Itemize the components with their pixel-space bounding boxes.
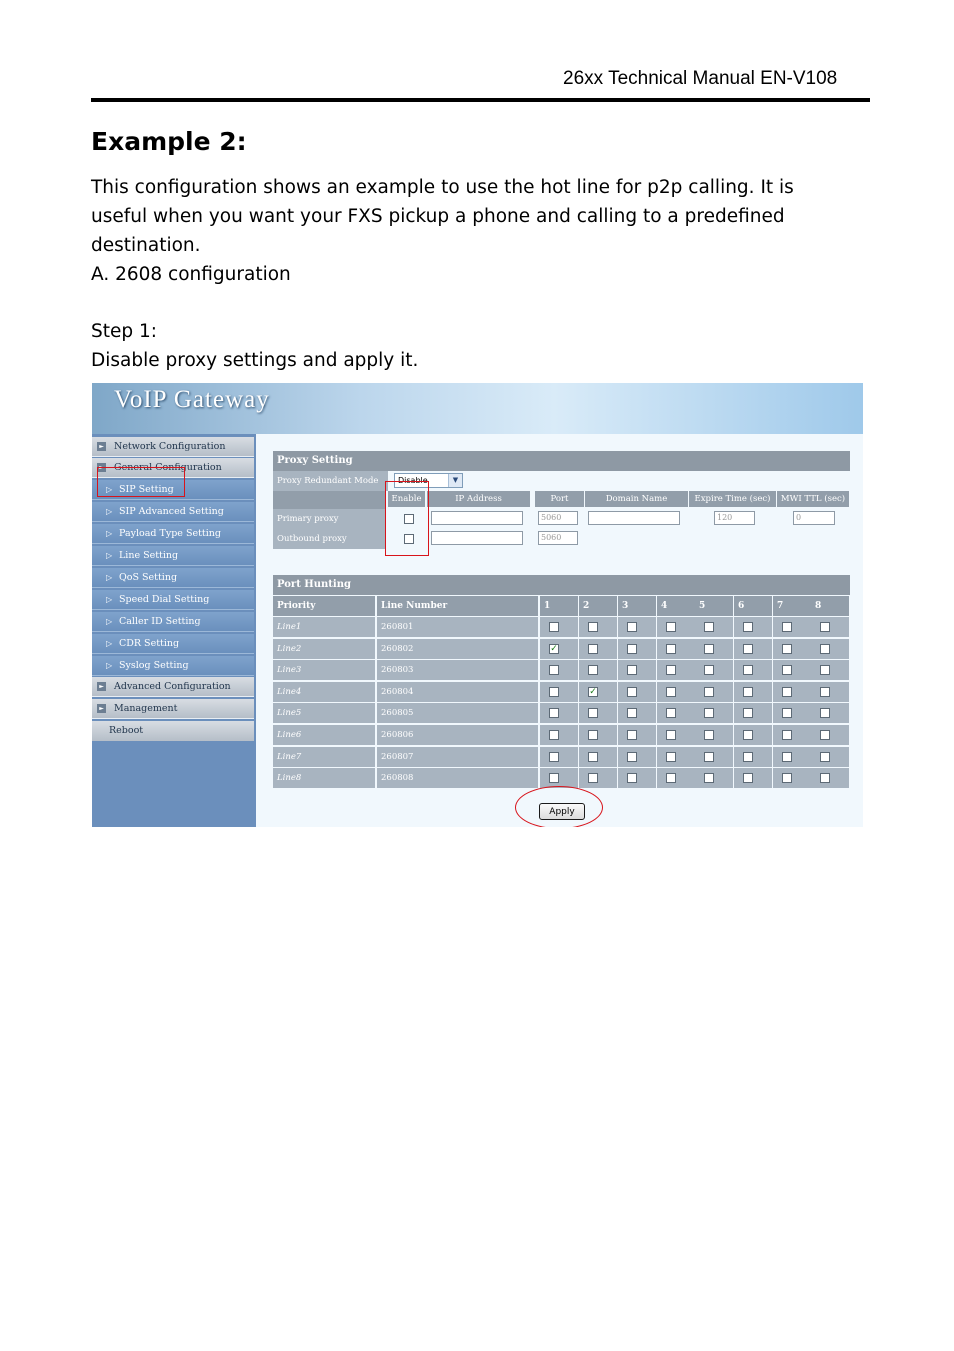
hunting-cell-5-4 — [695, 725, 733, 745]
hunting-cell-4-2 — [618, 703, 656, 723]
hunting-number-4: 260805 — [377, 703, 538, 723]
hunting-cell-7-7 — [811, 768, 849, 788]
hunting-checkbox-1-3[interactable] — [666, 644, 676, 654]
hunting-cell-5-6 — [773, 725, 811, 745]
hunting-checkbox-7-7[interactable] — [820, 773, 830, 783]
hunting-cell-6-6 — [773, 747, 811, 767]
proxy-mwi-input-0[interactable]: 0 — [793, 511, 835, 525]
hunting-checkbox-3-5[interactable] — [743, 687, 753, 697]
hunting-checkbox-5-5[interactable] — [743, 730, 753, 740]
section-heading: A. 2608 configuration — [91, 264, 291, 285]
hunting-checkbox-2-1[interactable] — [588, 665, 598, 675]
hunting-col-line: Line Number — [377, 596, 538, 616]
sidebar-item-9[interactable]: ▷ CDR Setting — [92, 634, 254, 654]
hunting-checkbox-5-0[interactable] — [549, 730, 559, 740]
hunting-checkbox-6-7[interactable] — [820, 752, 830, 762]
hunting-cell-0-4 — [695, 617, 733, 637]
hunting-number-7: 260808 — [377, 768, 538, 788]
step-text: Disable proxy settings and apply it. — [91, 350, 419, 371]
gateway-screenshot — [92, 383, 863, 827]
hunting-cell-6-0 — [540, 747, 578, 767]
hunting-checkbox-2-2[interactable] — [627, 665, 637, 675]
hunting-port-col-7: 8 — [811, 596, 849, 616]
hunting-col-priority: Priority — [273, 596, 375, 616]
hunting-checkbox-4-3[interactable] — [666, 708, 676, 718]
hunting-checkbox-0-1[interactable] — [588, 622, 598, 632]
proxy-mode-value: Disable — [398, 476, 428, 485]
intro-line-3: destination. — [91, 235, 201, 256]
hunting-checkbox-3-2[interactable] — [627, 687, 637, 697]
hunting-checkbox-7-1[interactable] — [588, 773, 598, 783]
hunting-cell-1-4 — [695, 639, 733, 659]
hunting-line-3: Line4 — [273, 682, 375, 702]
hunting-checkbox-7-6[interactable] — [782, 773, 792, 783]
hunting-checkbox-3-3[interactable] — [666, 687, 676, 697]
hunting-cell-4-1 — [579, 703, 617, 723]
hunting-cell-7-6 — [773, 768, 811, 788]
hunting-checkbox-0-4[interactable] — [704, 622, 714, 632]
hunting-checkbox-2-6[interactable] — [782, 665, 792, 675]
hunting-cell-3-4 — [695, 682, 733, 702]
sidebar-item-10[interactable]: ▷ Syslog Setting — [92, 656, 254, 676]
hunting-cell-0-1 — [579, 617, 617, 637]
hunting-checkbox-4-0[interactable] — [549, 708, 559, 718]
hunting-cell-5-5 — [734, 725, 772, 745]
hunting-checkbox-3-6[interactable] — [782, 687, 792, 697]
hunting-cell-6-2 — [618, 747, 656, 767]
proxy-ip-input-0[interactable] — [431, 511, 523, 525]
proxy-row-label-1: Outbound proxy — [273, 529, 385, 549]
hunting-checkbox-6-5[interactable] — [743, 752, 753, 762]
hunting-cell-7-1 — [579, 768, 617, 788]
hunting-cell-2-0 — [540, 660, 578, 680]
proxy-domain-input-0[interactable] — [588, 511, 680, 525]
highlight-general-sip — [97, 467, 185, 497]
sidebar-item-3[interactable]: ▷ SIP Advanced Setting — [92, 502, 254, 522]
proxy-setting-header: Proxy Setting — [273, 451, 850, 471]
hunting-checkbox-7-3[interactable] — [666, 773, 676, 783]
hunting-checkbox-7-5[interactable] — [743, 773, 753, 783]
hunting-checkbox-5-3[interactable] — [666, 730, 676, 740]
sidebar-item-5[interactable]: ▷ Line Setting — [92, 546, 254, 566]
hunting-checkbox-7-4[interactable] — [704, 773, 714, 783]
hunting-cell-6-1 — [579, 747, 617, 767]
sidebar-item-12[interactable]: ► Management — [92, 699, 254, 719]
hunting-number-2: 260803 — [377, 660, 538, 680]
hunting-cell-6-3 — [657, 747, 695, 767]
hunting-port-col-3: 4 — [657, 596, 695, 616]
hunting-cell-6-5 — [734, 747, 772, 767]
hunting-cell-3-7 — [811, 682, 849, 702]
proxy-col-4: Expire Time (sec) — [689, 491, 776, 507]
hunting-cell-1-3 — [657, 639, 695, 659]
hunting-checkbox-2-4[interactable] — [704, 665, 714, 675]
hunting-checkbox-4-2[interactable] — [627, 708, 637, 718]
proxy-col-0: Enable — [388, 491, 425, 507]
hunting-checkbox-2-5[interactable] — [743, 665, 753, 675]
hunting-cell-2-2 — [618, 660, 656, 680]
highlight-apply — [515, 786, 603, 827]
hunting-port-col-0: 1 — [540, 596, 578, 616]
hunting-cell-4-5 — [734, 703, 772, 723]
proxy-header-blank — [273, 491, 385, 511]
hunting-cell-0-0 — [540, 617, 578, 637]
hunting-checkbox-3-4[interactable] — [704, 687, 714, 697]
hunting-checkbox-3-0[interactable] — [549, 687, 559, 697]
hunting-checkbox-5-4[interactable] — [704, 730, 714, 740]
hunting-checkbox-4-6[interactable] — [782, 708, 792, 718]
proxy-col-2: Port — [535, 491, 584, 507]
hunting-cell-3-3 — [657, 682, 695, 702]
hunting-checkbox-0-0[interactable] — [549, 622, 559, 632]
hunting-cell-5-0 — [540, 725, 578, 745]
proxy-col-1: IP Address — [427, 491, 530, 507]
sidebar-item-4[interactable]: ▷ Payload Type Setting — [92, 524, 254, 544]
hunting-checkbox-6-0[interactable] — [549, 752, 559, 762]
hunting-checkbox-7-2[interactable] — [627, 773, 637, 783]
hunting-checkbox-1-0[interactable]: ✓ — [550, 643, 558, 654]
highlight-enable-column — [385, 481, 429, 556]
proxy-port-input-1[interactable]: 5060 — [538, 531, 578, 545]
hunting-checkbox-5-7[interactable] — [820, 730, 830, 740]
proxy-ip-input-1[interactable] — [431, 531, 523, 545]
hunting-checkbox-5-6[interactable] — [782, 730, 792, 740]
hunting-cell-7-5 — [734, 768, 772, 788]
hunting-cell-3-0 — [540, 682, 578, 702]
hunting-cell-0-2 — [618, 617, 656, 637]
hunting-cell-2-5 — [734, 660, 772, 680]
intro-line-2: useful when you want your FXS pickup a phone and calling to a predefined — [91, 206, 785, 227]
proxy-port-input-0[interactable]: 5060 — [538, 511, 578, 525]
hunting-checkbox-3-7[interactable] — [820, 687, 830, 697]
hunting-checkbox-7-0[interactable] — [549, 773, 559, 783]
hunting-cell-0-5 — [734, 617, 772, 637]
hunting-cell-3-2 — [618, 682, 656, 702]
hunting-cell-2-1 — [579, 660, 617, 680]
proxy-col-5: MWI TTL (sec) — [777, 491, 849, 507]
hunting-cell-3-1 — [579, 682, 617, 702]
hunting-cell-4-6 — [773, 703, 811, 723]
hunting-checkbox-2-0[interactable] — [549, 665, 559, 675]
hunting-checkbox-0-3[interactable] — [666, 622, 676, 632]
hunting-line-2: Line3 — [273, 660, 375, 680]
hunting-checkbox-1-6[interactable] — [782, 644, 792, 654]
intro-line-1: This configuration shows an example to use the hot line for p2p calling. It is — [91, 177, 794, 198]
hunting-port-col-2: 3 — [618, 596, 656, 616]
hunting-checkbox-3-1[interactable]: ✓ — [589, 686, 597, 697]
hunting-cell-3-6 — [773, 682, 811, 702]
hunting-checkbox-0-7[interactable] — [820, 622, 830, 632]
hunting-line-7: Line8 — [273, 768, 375, 788]
sidebar-item-8[interactable]: ▷ Caller ID Setting — [92, 612, 254, 632]
hunting-cell-0-3 — [657, 617, 695, 637]
hunting-number-3: 260804 — [377, 682, 538, 702]
hunting-checkbox-0-5[interactable] — [743, 622, 753, 632]
hunting-checkbox-4-7[interactable] — [820, 708, 830, 718]
hunting-cell-3-5 — [734, 682, 772, 702]
example-title: Example 2: — [91, 127, 247, 156]
hunting-checkbox-5-2[interactable] — [627, 730, 637, 740]
hunting-cell-2-3 — [657, 660, 695, 680]
hunting-checkbox-4-5[interactable] — [743, 708, 753, 718]
hunting-cell-0-7 — [811, 617, 849, 637]
hunting-checkbox-1-7[interactable] — [820, 644, 830, 654]
apply-button[interactable]: Apply — [539, 803, 585, 820]
app-title: VoIP Gateway — [114, 386, 270, 413]
hunting-line-4: Line5 — [273, 703, 375, 723]
sidebar-item-13[interactable]: Reboot — [92, 721, 254, 741]
hunting-checkbox-2-7[interactable] — [820, 665, 830, 675]
hunting-port-col-5: 6 — [734, 596, 772, 616]
sidebar-item-2[interactable]: ▷ SIP Setting — [92, 480, 254, 500]
port-hunting-header: Port Hunting — [273, 575, 850, 595]
hunting-checkbox-1-4[interactable] — [704, 644, 714, 654]
hunting-line-0: Line1 — [273, 617, 375, 637]
hunting-number-1: 260802 — [377, 639, 538, 659]
hunting-cell-2-7 — [811, 660, 849, 680]
hunting-checkbox-4-1[interactable] — [588, 708, 598, 718]
hunting-cell-1-5 — [734, 639, 772, 659]
header-rule — [91, 98, 870, 102]
hunting-line-6: Line7 — [273, 747, 375, 767]
hunting-cell-4-7 — [811, 703, 849, 723]
proxy-col-3: Domain Name — [585, 491, 688, 507]
hunting-cell-5-2 — [618, 725, 656, 745]
hunting-number-5: 260806 — [377, 725, 538, 745]
hunting-cell-1-6 — [773, 639, 811, 659]
hunting-cell-7-4 — [695, 768, 733, 788]
proxy-row-label-0: Primary proxy — [273, 509, 385, 529]
hunting-checkbox-6-6[interactable] — [782, 752, 792, 762]
proxy-expire-input-0[interactable]: 120 — [714, 511, 755, 525]
hunting-checkbox-2-3[interactable] — [666, 665, 676, 675]
chevron-down-icon: ▼ — [448, 474, 462, 487]
hunting-checkbox-0-2[interactable] — [627, 622, 637, 632]
hunting-checkbox-5-1[interactable] — [588, 730, 598, 740]
sidebar-item-11[interactable]: ► Advanced Configuration — [92, 677, 254, 697]
hunting-checkbox-1-5[interactable] — [743, 644, 753, 654]
hunting-cell-6-4 — [695, 747, 733, 767]
hunting-cell-1-2 — [618, 639, 656, 659]
sidebar-item-1[interactable]: ► General Configuration — [92, 458, 254, 478]
hunting-line-5: Line6 — [273, 725, 375, 745]
hunting-checkbox-6-3[interactable] — [666, 752, 676, 762]
hunting-number-6: 260807 — [377, 747, 538, 767]
app-banner — [92, 383, 863, 434]
hunting-cell-4-0 — [540, 703, 578, 723]
hunting-cell-5-1 — [579, 725, 617, 745]
hunting-port-col-1: 2 — [579, 596, 617, 616]
hunting-checkbox-6-4[interactable] — [704, 752, 714, 762]
running-header: 26xx Technical Manual EN-V108 — [563, 68, 838, 89]
hunting-checkbox-4-4[interactable] — [704, 708, 714, 718]
proxy-mode-label: Proxy Redundant Mode — [273, 471, 388, 491]
hunting-port-col-4: 5 — [695, 596, 733, 616]
hunting-cell-2-4 — [695, 660, 733, 680]
hunting-cell-7-3 — [657, 768, 695, 788]
hunting-cell-0-6 — [773, 617, 811, 637]
hunting-cell-5-7 — [811, 725, 849, 745]
step-label: Step 1: — [91, 321, 158, 342]
hunting-checkbox-1-1[interactable] — [588, 644, 598, 654]
hunting-cell-6-7 — [811, 747, 849, 767]
hunting-checkbox-6-1[interactable] — [588, 752, 598, 762]
sidebar-item-6[interactable]: ▷ QoS Setting — [92, 568, 254, 588]
sidebar-item-0[interactable]: ► Network Configuration — [92, 437, 254, 457]
hunting-cell-7-2 — [618, 768, 656, 788]
hunting-number-0: 260801 — [377, 617, 538, 637]
hunting-cell-5-3 — [657, 725, 695, 745]
hunting-checkbox-6-2[interactable] — [627, 752, 637, 762]
hunting-checkbox-0-6[interactable] — [782, 622, 792, 632]
sidebar-item-7[interactable]: ▷ Speed Dial Setting — [92, 590, 254, 610]
hunting-port-col-6: 7 — [773, 596, 811, 616]
hunting-cell-1-1 — [579, 639, 617, 659]
hunting-cell-1-0 — [540, 639, 578, 659]
hunting-checkbox-1-2[interactable] — [627, 644, 637, 654]
hunting-cell-4-3 — [657, 703, 695, 723]
hunting-cell-2-6 — [773, 660, 811, 680]
hunting-cell-4-4 — [695, 703, 733, 723]
hunting-line-1: Line2 — [273, 639, 375, 659]
hunting-cell-1-7 — [811, 639, 849, 659]
